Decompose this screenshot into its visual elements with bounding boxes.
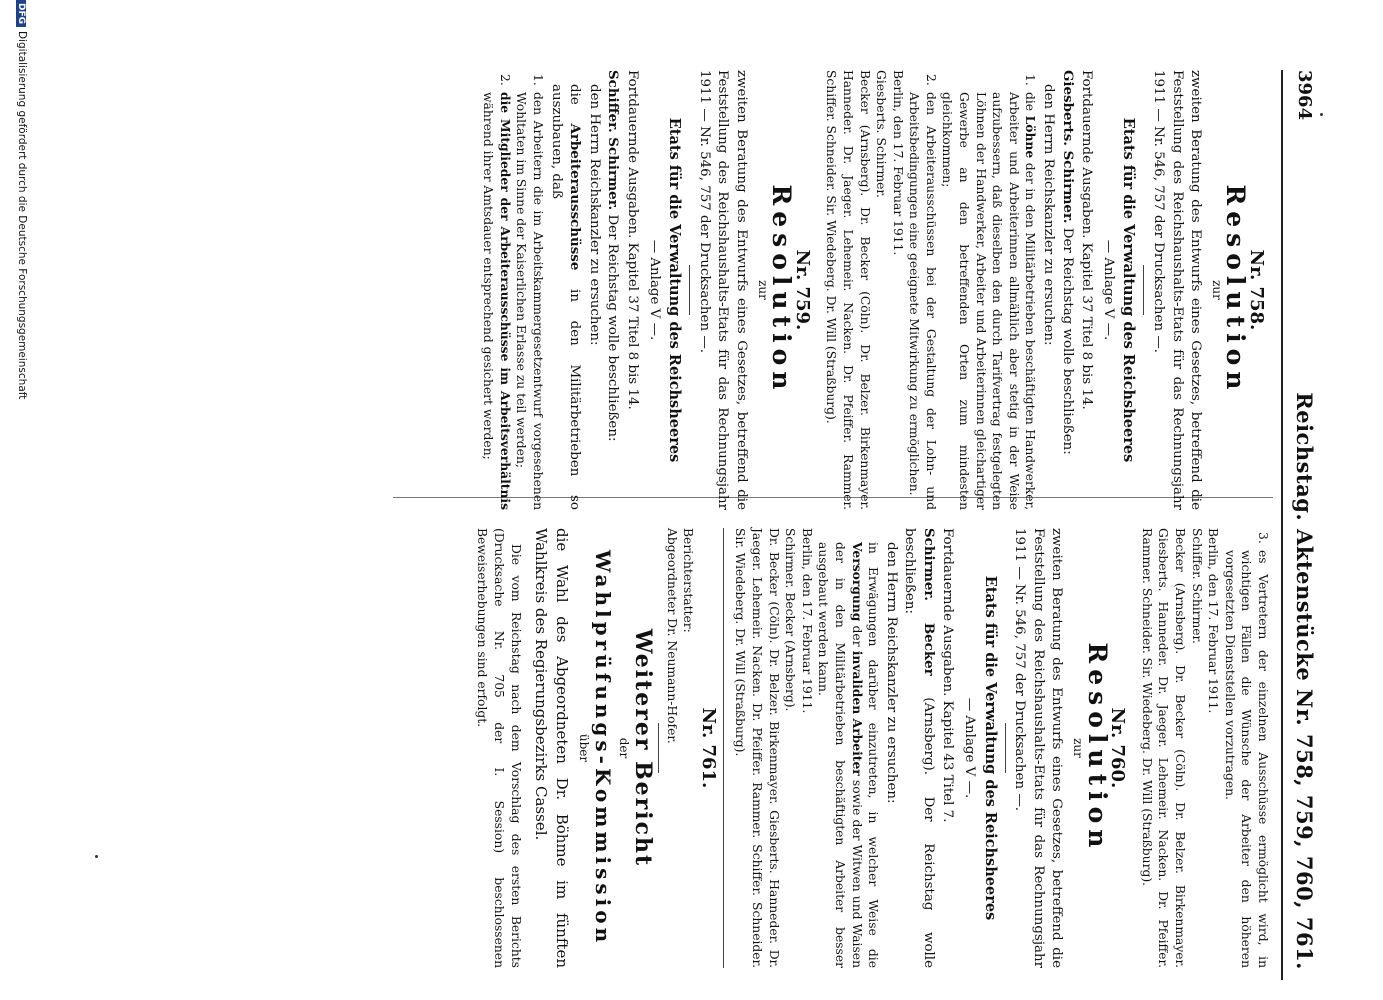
short-rule <box>658 723 659 773</box>
reporter-label: Berichterstatter: <box>681 528 696 633</box>
list-item <box>513 70 546 510</box>
section-rule <box>723 528 724 968</box>
body-bold-text: invaliden Arbeiter <box>849 650 865 776</box>
list-item <box>906 70 939 510</box>
anlage-760: — Anlage V —. <box>962 697 978 799</box>
item-number: 1. <box>1023 74 1038 86</box>
intro-759: zweiten Beratung des Entwurfs eines Gesetzes, betreffend die Feststellung des Reichshaushalts-Etats für das Rechnungsjahr 1911 — Nr. 546, 757 der Drucksachen —. <box>696 70 749 510</box>
ueber-label: über <box>577 733 592 763</box>
short-rule <box>1143 265 1144 315</box>
body-text: in Erwägungen darüber einzutreten, in welcher Weise die <box>866 542 881 968</box>
motion-text-758: Der Reichstag wolle beschließen: <box>1059 223 1075 455</box>
zur-760: zur <box>1071 738 1086 758</box>
signers-lead-758: Giesberts. Schirmer. <box>874 70 889 198</box>
body-text: sowie der Witwen und Waisen der in den Militärbetrieben beschäftigten Arbeiter besser ausgebaut werden kann. <box>816 542 864 968</box>
signers-lead-759: Schiffer. Schirmer. <box>1189 528 1204 644</box>
item-number: 3. <box>1256 532 1270 544</box>
date-758: Berlin, den 17. Februar 1911. <box>890 70 905 256</box>
ausgaben-759: Fortdauernde Ausgaben. Kapitel 37 Titel 8 bis 14. <box>625 70 640 410</box>
scan-speck <box>95 855 98 858</box>
etats-heading-758: Etats für die Verwaltung des Reichsheeres <box>1120 117 1138 463</box>
short-rule <box>1005 723 1006 773</box>
etats-heading-759: Etats für die Verwaltung des Reichsheeres <box>666 117 684 463</box>
signers-lead-760: Schirmer. Becker (Arnsberg). <box>783 528 798 712</box>
body-text: der <box>849 621 864 651</box>
item-text: während ihrer Amtsdauer entsprechend gesichert werden; <box>481 92 496 460</box>
list-item <box>939 70 1039 510</box>
ask-760: den Herrn Reichskanzler zu ersuchen: <box>883 542 899 804</box>
item-bold-text: Löhne <box>1023 115 1039 159</box>
dfg-logo: DFG <box>16 0 26 27</box>
item-text: der in den Militärbetrieben beschäftigten Handwerker, Arbeiter und Arbeiterinnen allmählich aber stetig in der Weise aufzubessern, daß dieselben den durch Tarifvertrag festgelegten Löhnen der Handwerker, Arbeiter und Arbeiterinnen gleichartiger Gewerbe an den betreffenden Orten zum mindesten gleichkommen; <box>940 92 1038 510</box>
der-label: der <box>617 737 632 759</box>
signers-758: Becker (Arnsberg). Dr. Becker (Cöln). Dr. Belzer. Birkenmayer. Hanneder. Dr. Jaeger. Lehemeir. Nacken. Dr. Pfeiffer. Rammer. Schiffer. Schneider. Sir. Wiedeberg. Dr. Will (Straßburg). <box>824 70 872 510</box>
scan-speck <box>1320 113 1323 116</box>
etats-heading-760: Etats für die Verwaltung des Reichsheeres <box>981 575 999 921</box>
page-number: 3964 <box>1294 70 1315 121</box>
item-text: die <box>1023 92 1038 116</box>
heading-resolution-760: Resolution <box>1082 642 1112 854</box>
ask-bold-text: Arbeiterausschüsse <box>567 123 584 271</box>
ask-759: den Herrn Reichskanzler zu ersuchen: <box>586 84 602 346</box>
zur-758: zur <box>1209 280 1224 300</box>
page-header-title: Reichstag. Aktenstücke Nr. 758, 759, 760, 761. <box>1292 392 1317 970</box>
heading-weiterer-bericht: Weiterer Bericht <box>630 628 656 868</box>
date-760: Berlin, den 17. Februar 1911. <box>799 528 814 714</box>
doc-number-761: Nr. 761. <box>697 707 719 789</box>
motion-names-759: Schiffer. Schirmer. <box>605 70 622 211</box>
item-bold-text: die Mitglieder der Arbeiterausschüsse im Arbeitsverhältnis <box>497 92 513 510</box>
ask-text: die <box>567 84 583 124</box>
ausgaben-760: Fortdauernde Ausgaben. Kapitel 43 Titel 7. <box>940 528 956 823</box>
report-text: Die vom Reichstag nach dem Vorschlag des ersten Berichts (Drucksache Nr. 705 der I. Session) beschlossenen Beweiserhebungen sind erfolgt. <box>475 528 523 968</box>
list-item <box>1221 528 1271 968</box>
body-bold-text: Versorgung <box>849 542 865 622</box>
heading-resolution-759: Resolution <box>767 184 797 396</box>
short-rule <box>689 265 690 315</box>
item-text: den Arbeitern die im Arbeitskammergesetzentwurf vorgesehenen Wohltaten im Sinne der Kaiserlichen Erlasse zu teil werden; <box>514 92 546 510</box>
doc-number-760: Nr. 760. <box>1107 707 1129 789</box>
ask-758: den Herrn Reichskanzler zu ersuchen: <box>1041 84 1057 346</box>
list-item <box>480 70 513 510</box>
doc-number-759: Nr. 759. <box>791 249 813 331</box>
election-subject: die Wahl des Abgeordneten Dr. Böhme im fünften Wahlkreis des Regierungsbezirks Cassel. <box>531 528 571 968</box>
motion-names-758: Giesberts. Schirmer. <box>1059 70 1076 224</box>
signers-759: Becker (Arnsberg). Dr. Becker (Cöln). Dr. Belzer. Birkenmayer. Giesberts. Hanneder. Dr. Jaeger. Lehemeir. Nacken. Dr. Pfeiffer. Rammer. Schneider. Sir. Wiedeberg. Dr. Will (Straßburg). <box>1139 528 1188 968</box>
motion-names-760: Schirmer. Becker <box>920 528 937 676</box>
right-column <box>474 528 1271 968</box>
ask-text: in den Militärbetrieben so auszubauen, daß <box>548 84 583 510</box>
date-759: Berlin, den 17. Februar 1911. <box>1206 528 1221 714</box>
motion-text-760: (Arnsberg). Der Reichstag wolle beschließen: <box>902 528 936 968</box>
anlage-758: — Anlage V —. <box>1100 239 1116 341</box>
item-number: 2. <box>497 74 512 86</box>
item-number: 2. <box>923 74 938 86</box>
page-header <box>1281 70 1323 980</box>
digitization-credit <box>16 0 28 1000</box>
ausgaben-758: Fortdauernde Ausgaben. Kapitel 37 Titel 8 bis 14. <box>1079 70 1095 410</box>
left-column <box>480 70 1271 510</box>
zur-759: zur <box>755 280 770 300</box>
body-760 <box>815 528 881 968</box>
reporter-name: Abgeordneter Dr. Neumann-Hofer. <box>664 528 679 744</box>
doc-number-758: Nr. 758. <box>1246 249 1267 331</box>
intro-758: zweiten Beratung des Entwurfs eines Gesetzes, betreffend die Feststellung des Reichshaushalts-Etats für das Rechnungsjahr 1911 — Nr. 546, 757 der Drucksachen —. <box>1151 70 1204 510</box>
heading-resolution-758: Resolution <box>1221 184 1251 396</box>
commission-title: Wahlprüfungs-Kommission <box>590 549 615 947</box>
anlage-759: — Anlage V —. <box>646 239 662 341</box>
motion-text-759: Der Reichstag wolle beschließen: <box>605 210 621 442</box>
intro-760: zweiten Beratung des Entwurfs eines Gesetzes, betreffend die Feststellung des Reichshaushalts-Etats für das Rechnungsjahr 1911 — Nr. 546, 757 der Drucksachen —. <box>1012 528 1065 968</box>
credit-text: Digitalisierung gefördert durch die Deutsche Forschungsgemeinschaft <box>16 31 28 400</box>
item-text: es Vertretern der einzelnen Ausschüsse ermöglicht wird, in wichtigen Fällen die Wünsche der Arbeiter den höheren vorgesetzten Dienststellen vorzutragen. <box>1222 550 1270 968</box>
signers-760: Dr. Becker (Cöln). Dr. Belzer. Birkenmayer. Giesberts. Hanneder. Dr. Jaeger. Lehemeir. Nacken. Dr. Pfeiffer. Rammer. Schiffer. Schneider. Sir. Wiedeberg. Dr. Will (Straßburg). <box>733 528 781 968</box>
item-number: 1. <box>531 74 546 86</box>
item-text: den Arbeiterausschüssen bei der Gestaltung der Lohn- und Arbeitsbedingungen eine geeignete Mitwirkung zu ermöglichen. <box>907 92 938 510</box>
